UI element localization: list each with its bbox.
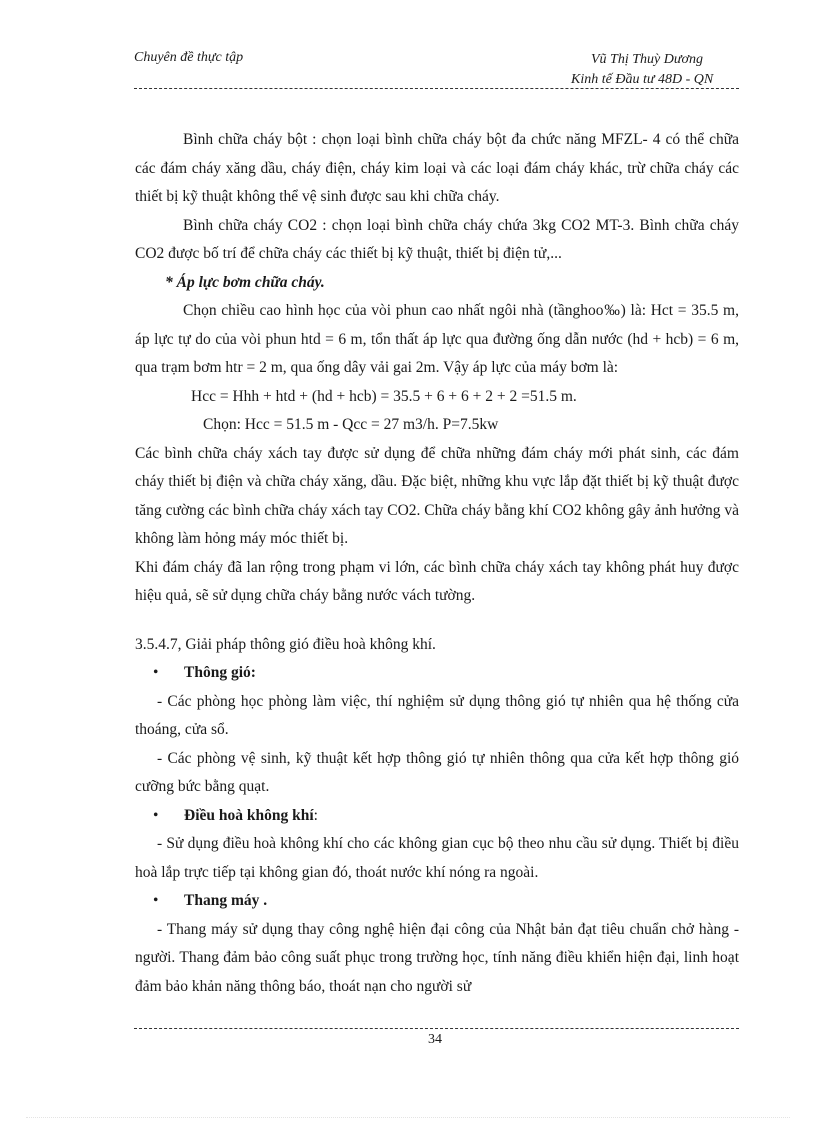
heading-pump-pressure: * Áp lực bơm chữa cháy. [165, 273, 325, 291]
bullet-title: Điều hoà không khí [184, 806, 314, 824]
paragraph-pressure-calc: Chọn chiều cao hình học của vòi phun cao nhất ngôi nhà (tầnghoo‰) là: Hct = 35.5 m, áp lực tự do của vòi phun htd = 6 m, tổn thất áp lực qua đường ống dẫn nước (hd + hcb) = 6 m, qua trạm bơm htr = 2 m, qua ống dây vải gai 2m. Vậy áp lực của máy bơm là: [135, 302, 739, 376]
header-author-block [571, 50, 713, 90]
header-divider [134, 88, 739, 89]
section-title-ventilation: 3.5.4.7, Giải pháp thông gió điều hoà không khí. [135, 635, 436, 653]
page-body [135, 126, 739, 1001]
bullet-dot-icon: • [153, 806, 159, 824]
bullet-title: Thông gió: [184, 664, 256, 681]
paragraph-powder-extinguisher: Bình chữa cháy bột : chọn loại bình chữa cháy bột đa chức năng MFZL- 4 có thể chữa các đám cháy xăng dầu, cháy điện, cháy kim loại và các loại đám cháy khác, trừ chữa cháy các thiết bị kỹ thuật không thể vệ sinh được sau khi chữa cháy. [135, 131, 739, 205]
bullet-dot-icon: • [153, 892, 159, 909]
ventilation-item-2: - Các phòng vệ sinh, kỹ thuật kết hợp thông gió tự nhiên thông qua cửa kết hợp thông gió cưỡng bức bằng quạt. [135, 749, 739, 795]
bullet-colon: : [313, 806, 318, 824]
header-class-name: Kinh tế Đầu tư 48D - QN [571, 72, 714, 87]
paragraph-portable-extinguishers: Các bình chữa cháy xách tay được sử dụng để chữa những đám cháy mới phát sinh, các đám cháy thiết bị điện và chữa cháy xăng, dầu. Đặc biệt, những khu vực lắp đặt thiết bị kỹ thuật được tăng cường các bình chữa cháy xách tay CO2. Chữa cháy bằng khí CO2 không gây ảnh hưởng và không làm hỏng máy móc thiết bị. [135, 444, 739, 547]
bullet-ventilation [135, 659, 739, 688]
header-left-title: Chuyên đề thực tập [134, 50, 244, 65]
spacer [135, 611, 739, 631]
elevator-item-1: - Thang máy sử dụng thay công nghệ hiện đại công của Nhật bản đạt tiêu chuẩn chở hàng - người. Thang đảm bảo công suất phục trong trường học, tính năng điều khiển hiện đại, linh hoạt đảm bảo khản năng thông báo, thoát nạn cho người sử [135, 920, 739, 995]
formula-selection: Chọn: Hcc = 51.5 m - Qcc = 27 m3/h. P=7.5kw [203, 416, 499, 433]
paragraph-wall-hydrant: Khi đám cháy đã lan rộng trong phạm vi lớn, các bình chữa cháy xách tay không phát huy được hiệu quả, sẽ sử dụng chữa cháy bằng nước vách tường. [135, 558, 739, 604]
page-bottom-border [26, 1117, 790, 1118]
formula-hcc: Hcc = Hhh + htd + (hd + hcb) = 35.5 + 6 + 6 + 2 + 2 =51.5 m. [191, 387, 577, 405]
air-conditioning-item-1: - Sử dụng điều hoà không khí cho các không gian cục bộ theo nhu cầu sử dụng. Thiết bị điều hoà lắp trực tiếp tại không gian đó, thoát nước khí nóng ra ngoài. [135, 835, 739, 881]
page-number: 34 [428, 1032, 442, 1047]
bullet-title: Thang máy . [184, 892, 268, 909]
bullet-dot-icon: • [153, 664, 159, 681]
bullet-air-conditioning [135, 802, 739, 831]
bullet-elevator [135, 887, 739, 916]
ventilation-item-1: - Các phòng học phòng làm việc, thí nghiệm sử dụng thông gió tự nhiên qua hệ thống cửa thoáng, cửa sổ. [135, 692, 739, 738]
header-author-name: Vũ Thị Thuỳ Dương [591, 52, 703, 67]
footer-divider [134, 1028, 739, 1029]
paragraph-co2-extinguisher: Bình chữa cháy CO2 : chọn loại bình chữa cháy chứa 3kg CO2 MT-3. Bình chữa cháy CO2 được bố trí để chữa cháy các thiết bị kỹ thuật, thiết bị điện tử,... [135, 216, 739, 262]
